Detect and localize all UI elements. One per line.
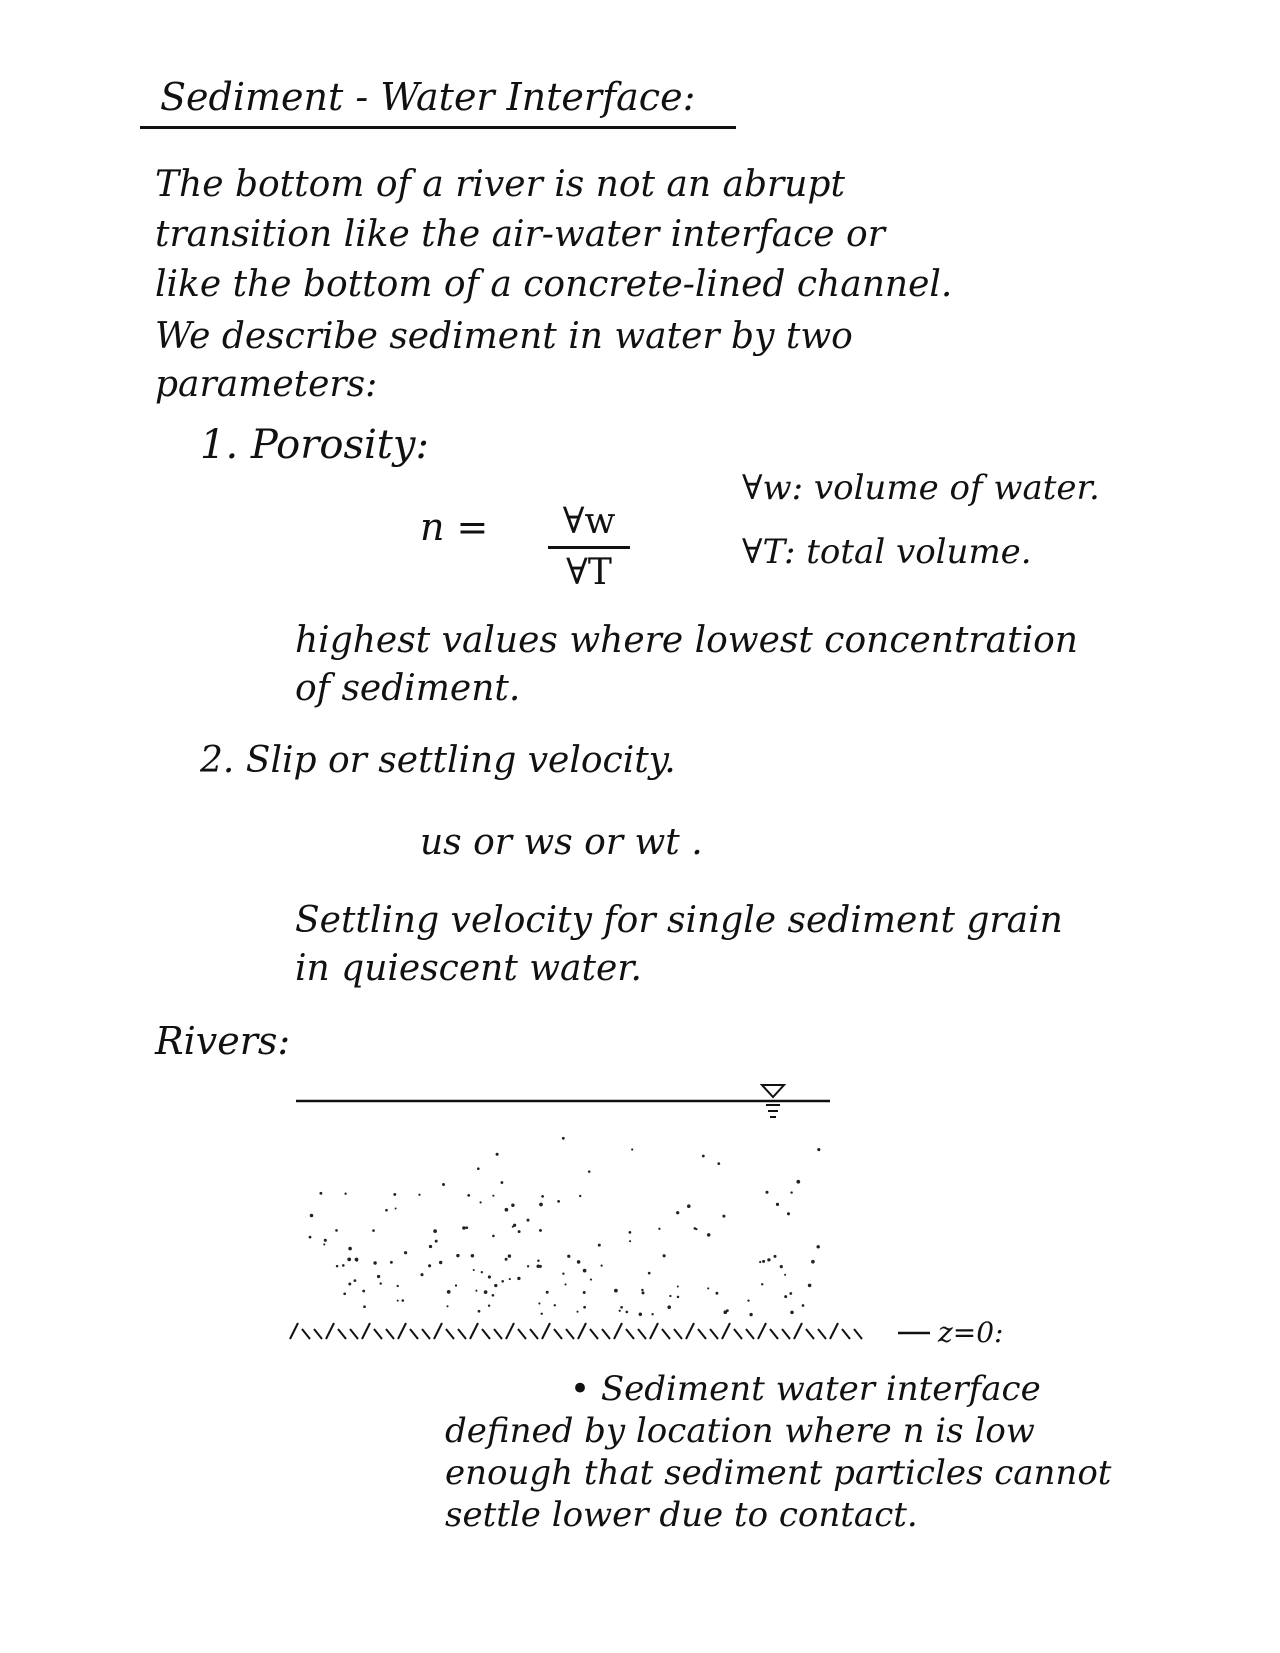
sediment-particle: [776, 1203, 779, 1206]
bed-hatch-mark: [470, 1323, 478, 1339]
sediment-particle: [669, 1295, 671, 1297]
sediment-particle: [393, 1193, 396, 1196]
sediment-particle: [583, 1291, 586, 1294]
sediment-particle: [342, 1264, 345, 1267]
sediment-particle: [508, 1254, 511, 1257]
bed-hatch-mark: [350, 1329, 358, 1339]
sediment-particle: [579, 1195, 581, 1197]
page-title: Sediment - Water Interface:: [160, 75, 696, 119]
sediment-particle: [577, 1260, 581, 1264]
porosity-fraction: [548, 500, 630, 595]
sediment-particle: [676, 1211, 679, 1214]
bed-hatch-mark: [362, 1323, 370, 1339]
sediment-particle: [512, 1226, 514, 1228]
sediment-particle: [588, 1170, 591, 1173]
sediment-particle: [433, 1229, 437, 1233]
bed-hatch-mark: [590, 1329, 598, 1339]
sediment-particle: [784, 1274, 786, 1276]
bed-hatch-mark: [650, 1323, 658, 1339]
params-line-2: parameters:: [155, 364, 378, 405]
bed-hatch-mark: [626, 1329, 634, 1339]
velocity-symbols: us or ws or wt .: [420, 822, 703, 863]
sediment-particle: [481, 1271, 483, 1273]
sediment-particle: [517, 1277, 520, 1280]
bed-hatch-mark: [806, 1329, 814, 1339]
bed-hatch-mark: [494, 1329, 502, 1339]
sediment-particle: [343, 1292, 346, 1295]
bed-hatch-mark: [746, 1329, 754, 1339]
sediment-particle: [715, 1292, 718, 1295]
bed-hatch-mark: [638, 1329, 646, 1339]
sediment-particle: [722, 1215, 725, 1218]
sediment-particle: [707, 1287, 709, 1289]
bed-hatch-mark: [722, 1323, 730, 1339]
bed-hatch-mark: [338, 1329, 346, 1339]
sediment-particle: [511, 1204, 514, 1207]
sediment-particle: [509, 1278, 511, 1280]
sediment-particle: [677, 1285, 679, 1287]
bed-hatch-mark: [770, 1329, 778, 1339]
interface-note-1: • Sediment water interface: [570, 1369, 1041, 1409]
sediment-particle: [539, 1203, 543, 1207]
porosity-note-2: of sediment.: [295, 668, 521, 709]
sediment-particle: [492, 1235, 495, 1238]
bed-hatching: [290, 1323, 862, 1339]
sediment-particle: [541, 1195, 544, 1198]
sediment-particle: [480, 1201, 482, 1203]
sediment-particle: [629, 1231, 632, 1234]
sediment-particle: [538, 1302, 540, 1304]
sediment-particle: [629, 1240, 631, 1242]
sediment-particle: [348, 1247, 352, 1251]
bed-hatch-mark: [602, 1329, 610, 1339]
sediment-particle: [546, 1291, 549, 1294]
sediment-particle: [583, 1306, 586, 1309]
sediment-particle: [404, 1251, 407, 1254]
bed-hatch-mark: [446, 1329, 454, 1339]
bed-hatch-mark: [794, 1323, 802, 1339]
sediment-particle: [462, 1226, 465, 1229]
sediment-particle: [336, 1265, 339, 1268]
sediment-particle: [390, 1261, 393, 1264]
sediment-particle: [562, 1273, 564, 1275]
sediment-particle: [478, 1310, 481, 1313]
bed-hatch-mark: [518, 1329, 526, 1339]
bed-hatch-mark: [842, 1329, 850, 1339]
bed-hatch-mark: [830, 1323, 838, 1339]
sediment-particle: [648, 1272, 651, 1275]
settling-note-2: in quiescent water.: [295, 948, 642, 989]
sediment-particle: [658, 1228, 660, 1230]
sediment-particle: [477, 1167, 480, 1170]
rivers-heading: Rivers:: [155, 1019, 291, 1063]
sediment-particle: [583, 1269, 587, 1273]
sediment-particle: [435, 1240, 438, 1243]
sediment-particle: [446, 1305, 448, 1307]
sediment-particle: [787, 1212, 790, 1215]
sediment-particle: [641, 1289, 643, 1291]
sediment-particle: [527, 1265, 529, 1267]
bed-hatch-mark: [578, 1323, 586, 1339]
sediment-particle: [694, 1227, 697, 1230]
bed-hatch-mark: [434, 1323, 442, 1339]
sediment-particle: [348, 1283, 351, 1286]
sediment-particle: [505, 1258, 508, 1261]
bed-hatch-mark: [458, 1329, 466, 1339]
bed-hatch-mark: [542, 1323, 550, 1339]
bed-hatch-mark: [410, 1329, 418, 1339]
bed-hatch-mark: [326, 1323, 334, 1339]
bed-hatch-mark: [710, 1329, 718, 1339]
particle-field: [309, 1137, 821, 1316]
sediment-particle: [428, 1264, 431, 1267]
sediment-particle: [576, 1311, 578, 1313]
interface-note-3: enough that sediment particles cannot: [445, 1453, 1112, 1493]
intro-line-2: transition like the air-water interface or: [155, 214, 885, 255]
sediment-particle: [773, 1255, 776, 1258]
bed-hatch-mark: [314, 1329, 322, 1339]
sediment-particle: [723, 1310, 727, 1314]
bed-hatch-mark: [614, 1323, 622, 1339]
sediment-particle: [429, 1245, 432, 1248]
bed-hatch-mark: [566, 1329, 574, 1339]
sediment-particle: [747, 1299, 749, 1301]
sediment-particle: [488, 1275, 491, 1278]
sediment-particle: [567, 1255, 570, 1258]
sediment-particle: [494, 1284, 497, 1287]
bed-hatch-mark: [734, 1329, 742, 1339]
sediment-particle: [456, 1254, 459, 1257]
def-water-volume: ∀w: volume of water.: [742, 468, 1100, 508]
sediment-particle: [505, 1208, 509, 1212]
sediment-particle: [789, 1292, 792, 1295]
bed-hatch-mark: [506, 1323, 514, 1339]
sediment-particle: [677, 1296, 680, 1299]
title-underline: [140, 126, 736, 129]
z-zero-label: z=0:: [938, 1316, 1004, 1349]
sediment-particle: [496, 1153, 499, 1156]
sediment-particle: [310, 1214, 314, 1218]
sediment-particle: [614, 1289, 618, 1293]
sediment-particle: [767, 1258, 770, 1261]
sediment-particle: [377, 1275, 380, 1278]
settling-note-1: Settling velocity for single sediment grain: [295, 900, 1063, 941]
sediment-particle: [465, 1226, 468, 1229]
params-line-1: We describe sediment in water by two: [155, 316, 853, 357]
bed-hatch-mark: [554, 1329, 562, 1339]
item1-heading: 1. Porosity:: [200, 422, 429, 468]
sediment-particle: [590, 1279, 592, 1281]
sediment-particle: [439, 1261, 442, 1264]
interface-note-2: defined by location where n is low: [445, 1411, 1035, 1451]
sediment-particle: [362, 1290, 365, 1293]
sediment-particle: [401, 1299, 404, 1302]
bed-hatch-mark: [782, 1329, 790, 1339]
bed-hatch-mark: [290, 1323, 298, 1339]
sediment-particle: [784, 1295, 787, 1298]
sediment-particle: [642, 1291, 645, 1294]
sediment-particle: [527, 1219, 530, 1222]
sediment-particle: [354, 1279, 357, 1282]
intro-line-1: The bottom of a river is not an abrupt: [155, 164, 845, 205]
sediment-particle: [467, 1194, 470, 1197]
sediment-particle: [518, 1230, 521, 1233]
sediment-particle: [335, 1229, 338, 1232]
sediment-particle: [324, 1239, 327, 1242]
sediment-particle: [319, 1192, 322, 1195]
sediment-particle: [816, 1245, 819, 1248]
sediment-particle: [380, 1282, 382, 1284]
item2-heading: 2. Slip or settling velocity.: [200, 740, 676, 781]
sediment-particle: [631, 1148, 633, 1150]
intro-line-3: like the bottom of a concrete-lined channel.: [155, 264, 953, 305]
sediment-particle: [663, 1254, 666, 1257]
sediment-particle: [598, 1244, 601, 1247]
fraction-denominator: ∀T: [566, 552, 612, 593]
bed-hatch-mark: [302, 1329, 310, 1339]
sediment-particle: [397, 1285, 399, 1287]
sediment-particle: [557, 1200, 560, 1203]
sediment-particle: [442, 1183, 445, 1186]
sediment-particle: [811, 1260, 815, 1264]
sediment-particle: [355, 1258, 359, 1262]
sediment-particle: [418, 1194, 420, 1196]
sediment-particle: [373, 1261, 376, 1264]
sediment-particle: [488, 1304, 490, 1306]
porosity-lhs: n =: [420, 505, 489, 549]
sediment-particle: [564, 1283, 566, 1285]
interface-note-4: settle lower due to contact.: [445, 1495, 918, 1535]
sediment-particle: [790, 1311, 794, 1315]
bed-hatch-mark: [386, 1329, 394, 1339]
sediment-particle: [455, 1284, 457, 1286]
bed-hatch-mark: [758, 1323, 766, 1339]
sediment-particle: [420, 1273, 423, 1276]
sediment-particle: [539, 1265, 542, 1268]
sediment-particle: [385, 1209, 388, 1212]
sediment-particle: [347, 1258, 351, 1262]
sediment-particle: [667, 1305, 671, 1309]
sediment-particle: [790, 1191, 792, 1193]
sediment-particle: [344, 1193, 346, 1195]
sediment-particle: [620, 1306, 623, 1309]
porosity-note-1: highest values where lowest concentration: [295, 620, 1078, 661]
sediment-particle: [802, 1304, 805, 1307]
sediment-particle: [484, 1290, 488, 1294]
sediment-particle: [554, 1304, 556, 1306]
sediment-particle: [397, 1300, 399, 1302]
sediment-particle: [780, 1265, 783, 1268]
sediment-particle: [323, 1243, 325, 1245]
bed-hatch-mark: [422, 1329, 430, 1339]
sediment-particle: [372, 1229, 375, 1232]
bed-hatch-mark: [530, 1329, 538, 1339]
sediment-particle: [702, 1155, 705, 1158]
fraction-numerator: ∀w: [562, 501, 616, 542]
sediment-particle: [475, 1290, 477, 1292]
sediment-particle: [492, 1294, 495, 1297]
sediment-particle: [501, 1280, 504, 1283]
sediment-particle: [492, 1195, 494, 1197]
bed-hatch-mark: [854, 1329, 862, 1339]
bed-hatch-mark: [818, 1329, 826, 1339]
sediment-particle: [761, 1283, 763, 1285]
bed-hatch-mark: [482, 1329, 490, 1339]
sediment-particle: [796, 1180, 800, 1184]
bed-hatch-mark: [674, 1329, 682, 1339]
fraction-bar: [548, 546, 630, 549]
sediment-particle: [309, 1236, 312, 1239]
sediment-particle: [500, 1181, 503, 1184]
sediment-particle: [759, 1261, 761, 1263]
sediment-particle: [540, 1313, 542, 1315]
def-total-volume: ∀T: total volume.: [742, 532, 1032, 572]
sediment-particle: [601, 1265, 603, 1267]
sediment-particle: [473, 1269, 475, 1271]
bed-hatch-mark: [398, 1323, 406, 1339]
sediment-particle: [639, 1312, 643, 1316]
bed-hatch-mark: [686, 1323, 694, 1339]
bed-hatch-mark: [698, 1329, 706, 1339]
sediment-particle: [471, 1254, 474, 1257]
sediment-particle: [651, 1313, 653, 1315]
sediment-particle: [707, 1233, 711, 1237]
sediment-particle: [817, 1148, 820, 1151]
sediment-particle: [539, 1229, 542, 1232]
sediment-particle: [808, 1284, 812, 1288]
sediment-particle: [765, 1191, 768, 1194]
sediment-particle: [363, 1305, 366, 1308]
sediment-particle: [687, 1204, 691, 1208]
sediment-particle: [762, 1260, 765, 1263]
sediment-particle: [749, 1313, 752, 1316]
sediment-particle: [395, 1208, 397, 1210]
sediment-particle: [619, 1310, 621, 1312]
bed-hatch-mark: [662, 1329, 670, 1339]
sediment-particle: [447, 1290, 451, 1294]
sediment-particle: [626, 1311, 629, 1314]
sediment-particle: [562, 1137, 565, 1140]
bed-hatch-mark: [374, 1329, 382, 1339]
sediment-particle: [537, 1260, 539, 1262]
sediment-particle: [717, 1162, 720, 1165]
